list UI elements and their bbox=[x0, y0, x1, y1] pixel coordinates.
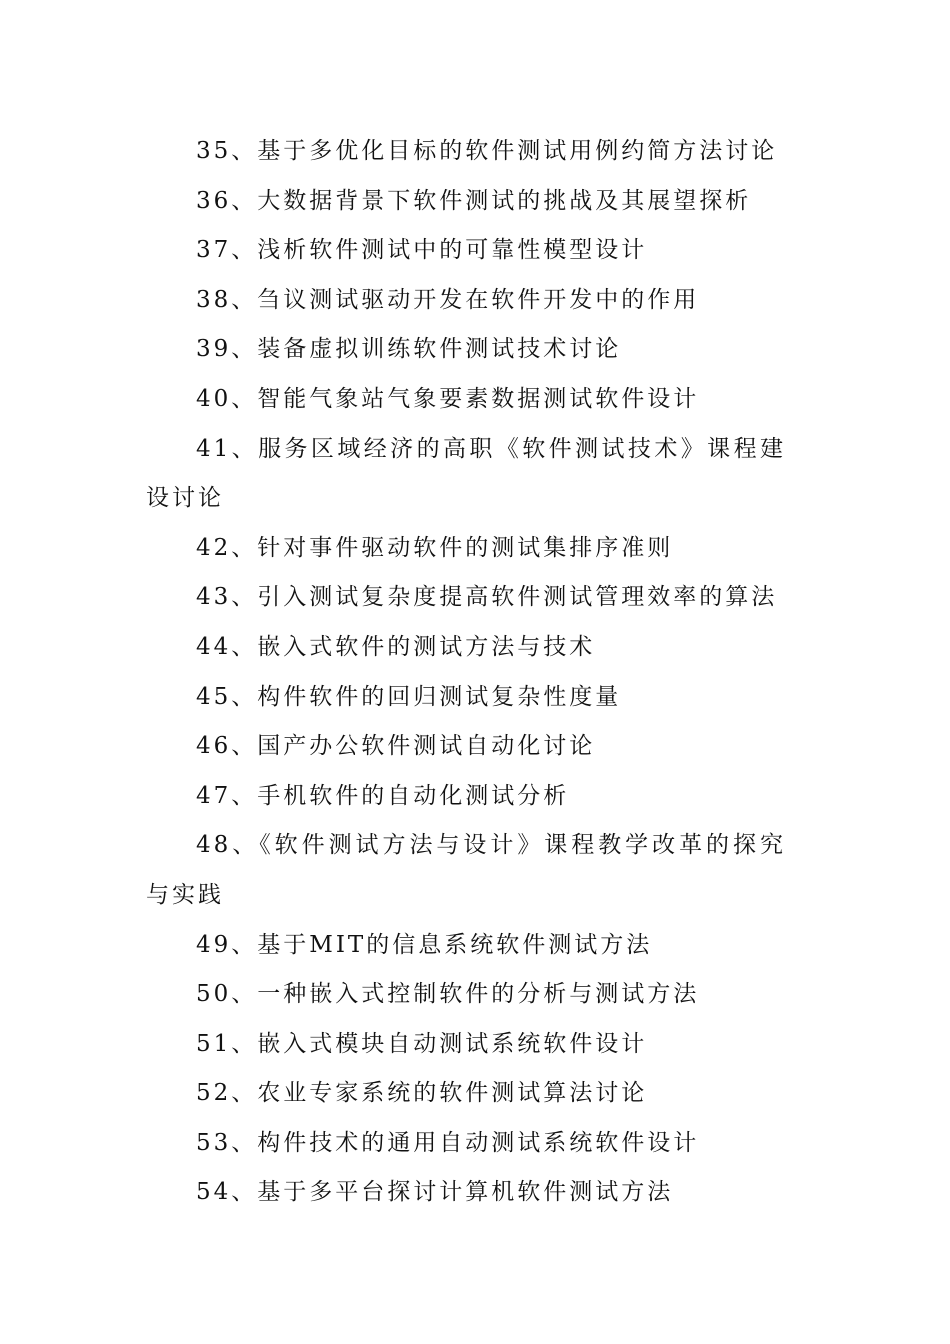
list-item: 37、浅析软件测试中的可靠性模型设计 bbox=[196, 237, 648, 264]
list-item: 54、基于多平台探讨计算机软件测试方法 bbox=[196, 1179, 674, 1206]
list-item: 41、服务区域经济的高职《软件测试技术》课程建设讨论 bbox=[146, 435, 786, 512]
list-item: 38、刍议测试驱动开发在软件开发中的作用 bbox=[196, 286, 700, 313]
list-item: 52、农业专家系统的软件测试算法讨论 bbox=[196, 1080, 648, 1107]
list-item: 53、构件技术的通用自动测试系统软件设计 bbox=[196, 1129, 700, 1156]
list-item: 49、基于MIT的信息系统软件测试方法 bbox=[196, 931, 653, 958]
list-item: 35、基于多优化目标的软件测试用例约简方法讨论 bbox=[196, 138, 778, 164]
list-item: 36、大数据背景下软件测试的挑战及其展望探析 bbox=[196, 187, 752, 214]
list-item: 48、《软件测试方法与设计》课程教学改革的探究与实践 bbox=[146, 832, 786, 908]
reference-list bbox=[146, 127, 786, 1218]
list-item: 51、嵌入式模块自动测试系统软件设计 bbox=[196, 1030, 648, 1057]
list-item: 43、引入测试复杂度提高软件测试管理效率的算法 bbox=[196, 584, 778, 611]
list-item: 39、装备虚拟训练软件测试技术讨论 bbox=[196, 336, 622, 363]
list-item: 50、一种嵌入式控制软件的分析与测试方法 bbox=[196, 981, 700, 1008]
list-item: 46、国产办公软件测试自动化讨论 bbox=[196, 733, 596, 760]
list-item: 44、嵌入式软件的测试方法与技术 bbox=[196, 633, 596, 660]
list-item: 42、针对事件驱动软件的测试集排序准则 bbox=[196, 534, 674, 561]
list-item: 45、构件软件的回归测试复杂性度量 bbox=[196, 683, 622, 710]
list-item: 40、智能气象站气象要素数据测试软件设计 bbox=[196, 385, 700, 412]
list-item: 47、手机软件的自动化测试分析 bbox=[196, 782, 570, 809]
